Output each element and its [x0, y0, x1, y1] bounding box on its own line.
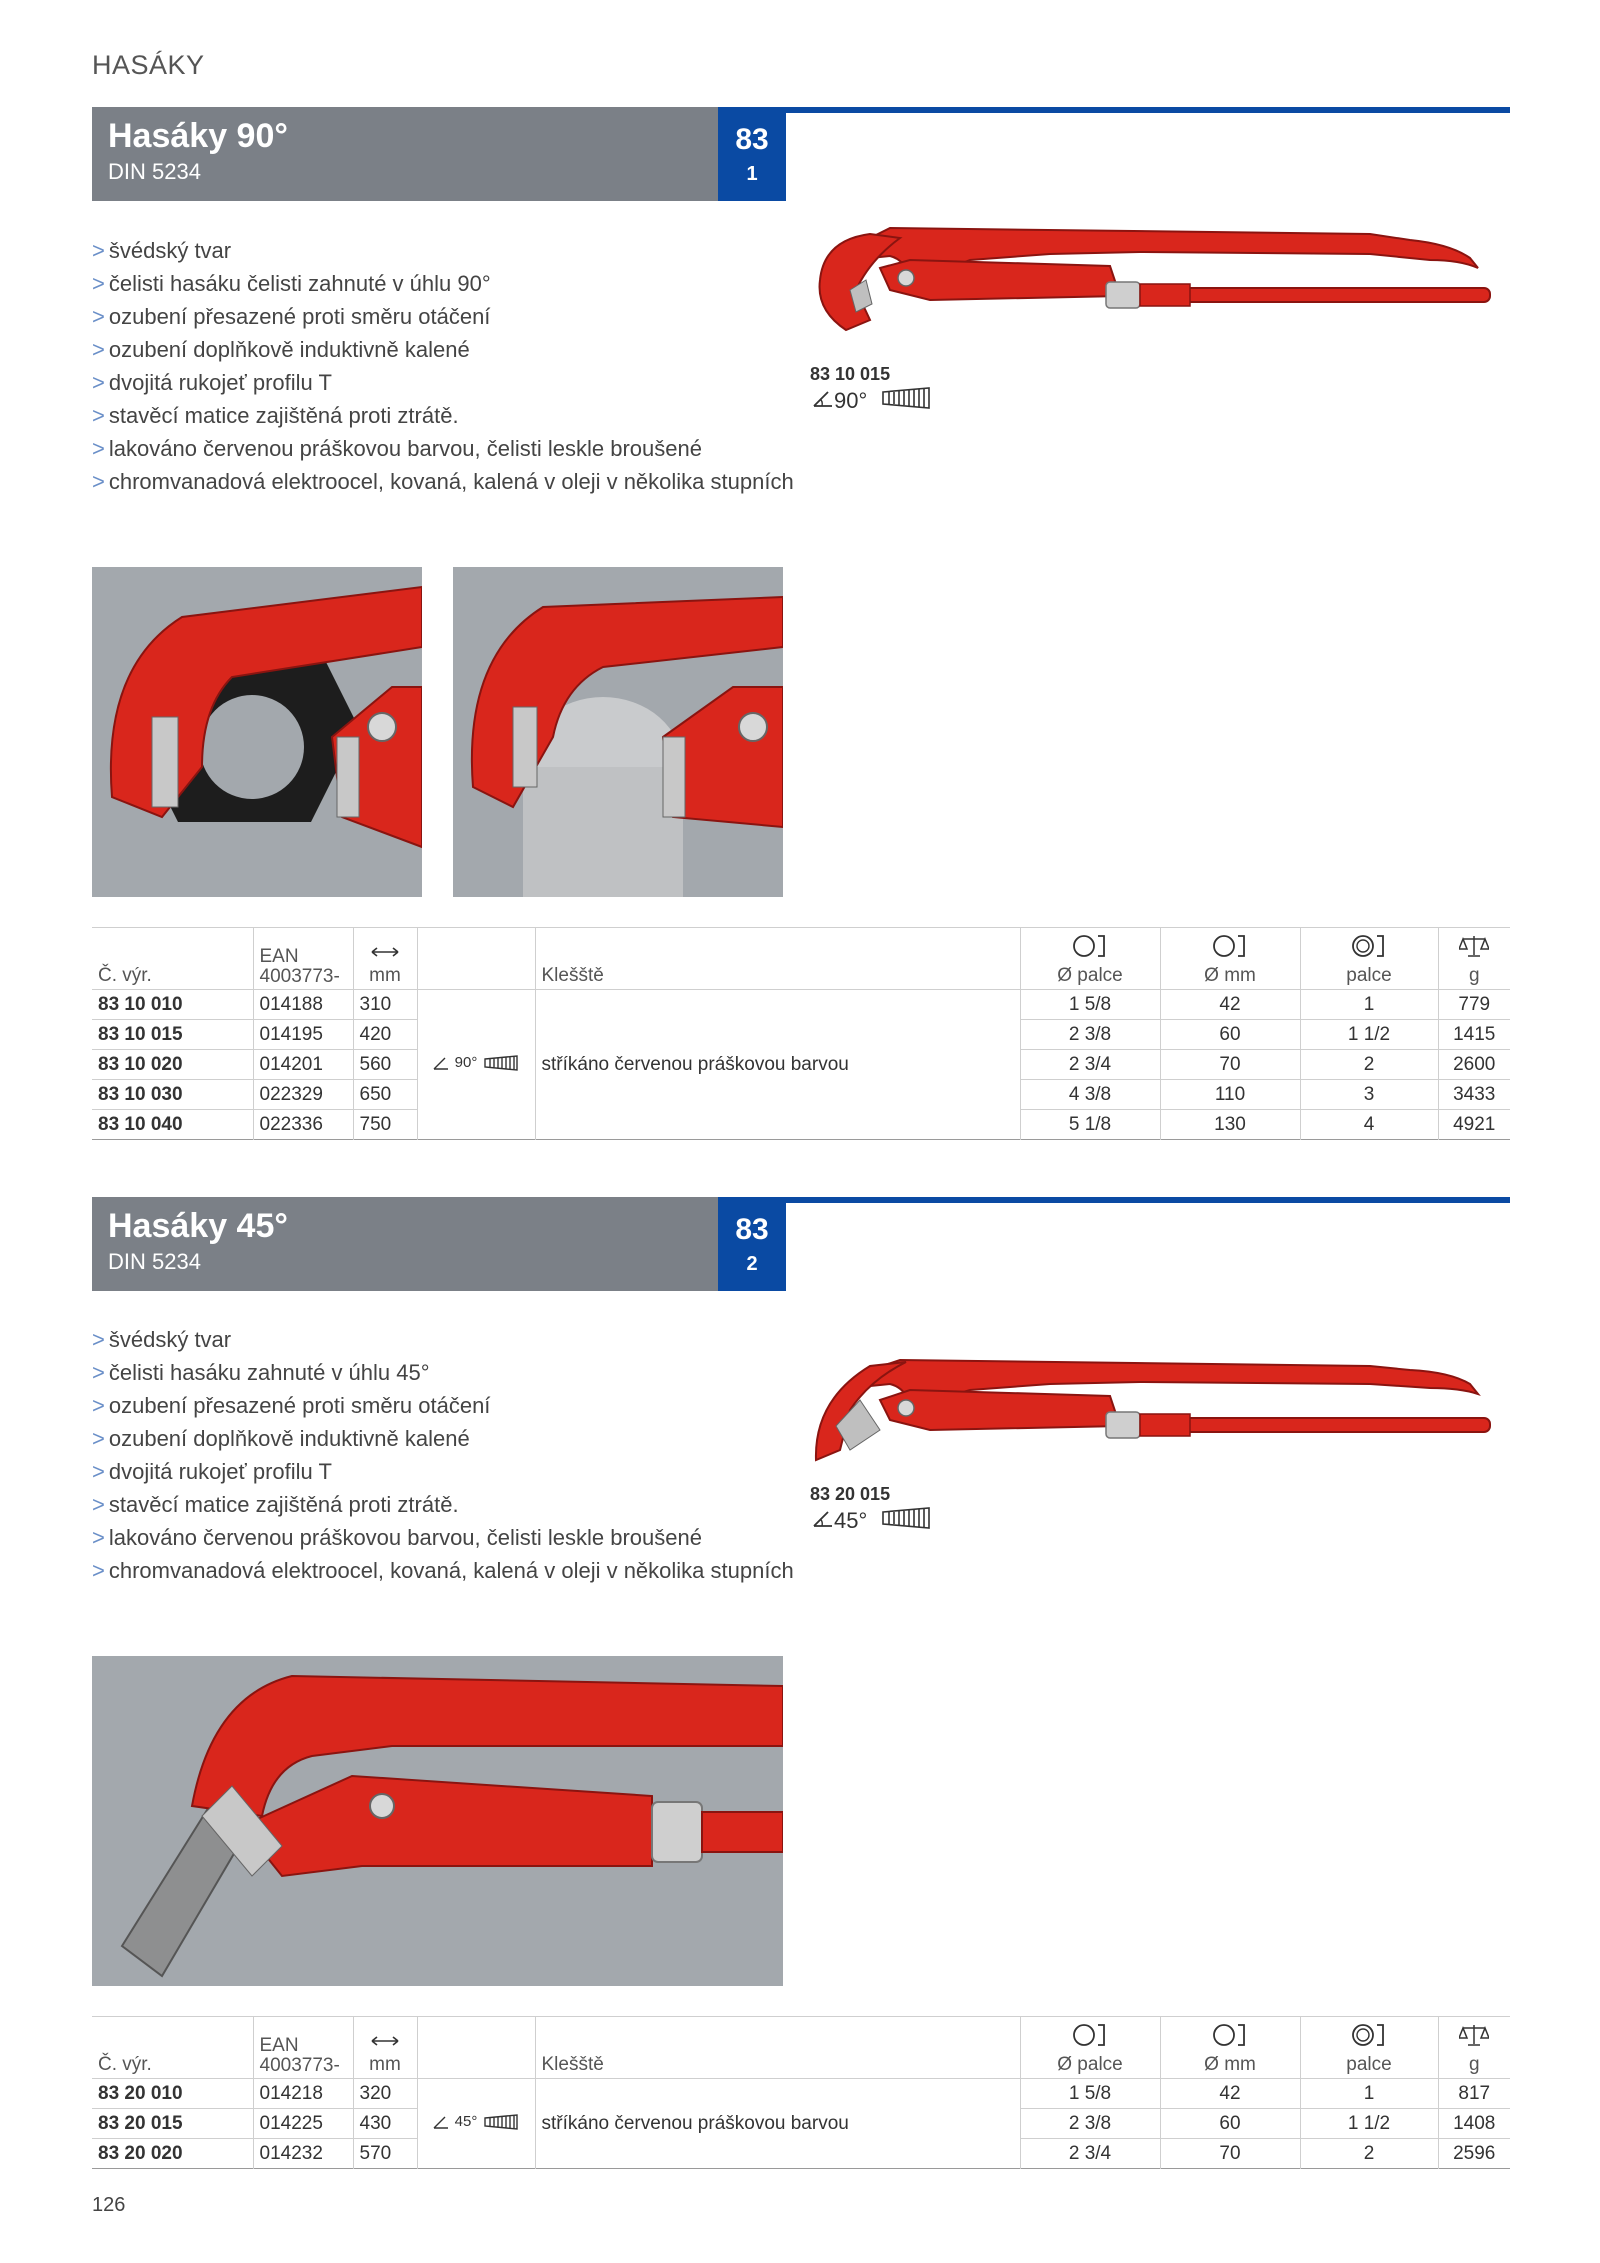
feature-item: > švédský tvar	[92, 238, 232, 263]
page-number: 126	[92, 2194, 126, 2216]
table-row: 83 10 030 022329 650 4 3/8 110 3 3433	[92, 1080, 1510, 1110]
bullet-arrow-icon: >	[92, 1558, 105, 1583]
feature-list	[92, 234, 794, 498]
spec-table-45	[92, 2016, 1510, 2169]
section-title: HASÁKY	[92, 50, 205, 80]
application-photo-bar	[92, 1656, 783, 1986]
scale-icon	[1459, 2022, 1489, 2054]
bullet-arrow-icon: >	[92, 370, 105, 395]
group-sub-number: 1	[746, 163, 758, 185]
spec-table-90	[92, 927, 1510, 1140]
col-length: mm	[353, 2017, 417, 2079]
col-weight: g	[1438, 2017, 1510, 2079]
angle-icon	[812, 1508, 834, 1534]
section-header-90	[92, 107, 1510, 201]
bullet-arrow-icon: >	[92, 1459, 105, 1484]
col-dia-mm: Ø mm	[1160, 928, 1300, 990]
bullet-arrow-icon: >	[92, 469, 105, 494]
col-angle	[417, 928, 535, 990]
col-ean: EAN 4003773-	[253, 928, 353, 990]
pipe-diameter-icon	[1068, 933, 1112, 965]
bullet-arrow-icon: >	[92, 1327, 105, 1352]
bullet-arrow-icon: >	[92, 304, 105, 329]
bullet-arrow-icon: >	[92, 1492, 105, 1517]
col-pliers: Klešště	[535, 928, 1020, 990]
serrated-jaw-icon	[881, 1506, 931, 1536]
bullet-arrow-icon: >	[92, 271, 105, 296]
feature-item: > dvojitá rukojeť profilu T	[92, 1459, 332, 1484]
table-row: 83 20 020 014232 570 2 3/4 70 2 2596	[92, 2139, 1510, 2169]
group-badge	[718, 1197, 786, 1291]
table-row: 83 10 010 014188 310 90° stříkáno červenou práškovou barvou 1 5/8 42 1 779	[92, 990, 1510, 1020]
bullet-arrow-icon: >	[92, 436, 105, 461]
group-badge	[718, 107, 786, 201]
pipe-thread-icon	[1347, 933, 1391, 965]
col-dia-in: Ø palce	[1020, 928, 1160, 990]
product-code-label: 83 10 015	[810, 364, 891, 384]
table-row: 83 10 015 014195 420 2 3/8 60 1 1/2 1415	[92, 1020, 1510, 1050]
feature-item: > ozubení doplňkově induktivně kalené	[92, 337, 470, 362]
pipe-wrench-45-image	[810, 1340, 1510, 1480]
section-standard: DIN 5234	[108, 1249, 201, 1274]
feature-item: > švédský tvar	[92, 1327, 232, 1352]
feature-item: > ozubení doplňkově induktivně kalené	[92, 1426, 470, 1451]
finish-cell: stříkáno červenou práškovou barvou	[535, 2079, 1020, 2169]
pipe-diameter-icon	[1068, 2022, 1112, 2054]
group-main-number: 83	[735, 1213, 769, 1246]
col-length: mm	[353, 928, 417, 990]
section-heading: Hasáky 45°	[108, 1207, 288, 1245]
col-pliers: Klešště	[535, 2017, 1020, 2079]
pipe-thread-icon	[1347, 2022, 1391, 2054]
serrated-jaw-icon	[881, 386, 931, 416]
section-header-45	[92, 1197, 1510, 1291]
header-grey-panel	[92, 1197, 718, 1291]
finish-cell: stříkáno červenou práškovou barvou	[535, 990, 1020, 1140]
feature-item: > stavěcí matice zajištěná proti ztrátě.	[92, 1492, 459, 1517]
col-thread-in: palce	[1300, 928, 1438, 990]
table-row: 83 10 020 014201 560 2 3/4 70 2 2600	[92, 1050, 1510, 1080]
angle-value: 90°	[834, 388, 868, 413]
col-code: Č. výr.	[92, 928, 253, 990]
header-rule	[786, 1197, 1510, 1203]
length-arrow-icon	[370, 2032, 400, 2054]
header-rule	[786, 107, 1510, 113]
pipe-diameter-icon	[1208, 2022, 1252, 2054]
col-angle	[417, 2017, 535, 2079]
feature-item: > lakováno červenou práškovou barvou, čelisti leskle broušené	[92, 1525, 702, 1550]
feature-item: > lakováno červenou práškovou barvou, čelisti leskle broušené	[92, 436, 702, 461]
angle-cell: 45°	[417, 2079, 535, 2169]
bullet-arrow-icon: >	[92, 1426, 105, 1451]
feature-item: > ozubení přesazené proti směru otáčení	[92, 1393, 491, 1418]
pipe-diameter-icon	[1208, 933, 1252, 965]
feature-item: > chromvanadová elektroocel, kovaná, kalená v oleji v několika stupních	[92, 469, 794, 494]
length-arrow-icon	[370, 943, 400, 965]
feature-list	[92, 1323, 794, 1587]
section-standard: DIN 5234	[108, 159, 201, 184]
angle-indicator	[812, 386, 931, 416]
col-thread-in: palce	[1300, 2017, 1438, 2079]
pipe-wrench-90-image	[810, 220, 1510, 340]
col-dia-mm: Ø mm	[1160, 2017, 1300, 2079]
bullet-arrow-icon: >	[92, 1360, 105, 1385]
group-main-number: 83	[735, 123, 769, 156]
bullet-arrow-icon: >	[92, 238, 105, 263]
bullet-arrow-icon: >	[92, 1393, 105, 1418]
col-dia-in: Ø palce	[1020, 2017, 1160, 2079]
feature-item: > čelisti hasáku čelisti zahnuté v úhlu 90°	[92, 271, 491, 296]
feature-item: > dvojitá rukojeť profilu T	[92, 370, 332, 395]
group-sub-number: 2	[746, 1253, 758, 1275]
col-weight: g	[1438, 928, 1510, 990]
table-row: 83 10 040 022336 750 5 1/8 130 4 4921	[92, 1110, 1510, 1140]
header-grey-panel	[92, 107, 718, 201]
col-ean: EAN 4003773-	[253, 2017, 353, 2079]
application-photo-pipe	[453, 567, 783, 897]
col-code: Č. výr.	[92, 2017, 253, 2079]
feature-item: > chromvanadová elektroocel, kovaná, kalená v oleji v několika stupních	[92, 1558, 794, 1583]
angle-indicator	[812, 1506, 931, 1536]
angle-cell: 90°	[417, 990, 535, 1140]
application-photo-nut	[92, 567, 422, 897]
feature-item: > ozubení přesazené proti směru otáčení	[92, 304, 491, 329]
table-row: 83 20 010 014218 320 45° stříkáno červenou práškovou barvou 1 5/8 42 1 817	[92, 2079, 1510, 2109]
bullet-arrow-icon: >	[92, 337, 105, 362]
bullet-arrow-icon: >	[92, 403, 105, 428]
feature-item: > stavěcí matice zajištěná proti ztrátě.	[92, 403, 459, 428]
product-code-label: 83 20 015	[810, 1484, 891, 1504]
feature-item: > čelisti hasáku zahnuté v úhlu 45°	[92, 1360, 430, 1385]
bullet-arrow-icon: >	[92, 1525, 105, 1550]
angle-value: 45°	[834, 1508, 868, 1533]
table-row: 83 20 015 014225 430 2 3/8 60 1 1/2 1408	[92, 2109, 1510, 2139]
scale-icon	[1459, 933, 1489, 965]
section-heading: Hasáky 90°	[108, 117, 288, 155]
angle-icon	[812, 388, 834, 414]
